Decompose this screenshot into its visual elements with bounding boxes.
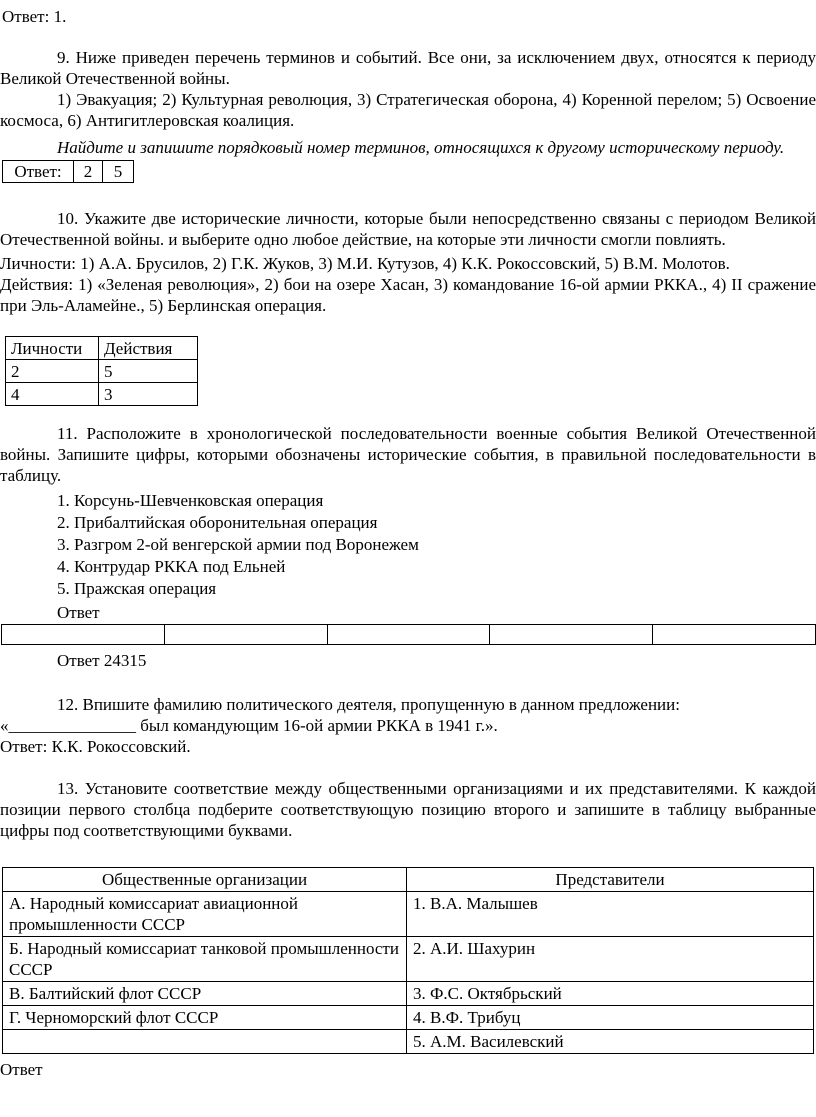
q10-cell: 2: [6, 360, 99, 383]
q13-table-header-row: [3, 868, 814, 892]
q13-organization-cell: Б. Народный комиссариат танковой промышленности СССР: [3, 937, 407, 982]
q10-cell: 5: [99, 360, 198, 383]
q12-answer-line: Ответ: К.К. Рокоссовский.: [0, 737, 191, 756]
q11-answer-cell: [327, 625, 490, 645]
q12-sentence-with-blank: «_______________ был командующим 16-ой армии РККА в 1941 г.».: [0, 716, 498, 735]
q11-list-item: 3. Разгром 2-ой венгерской армии под Воронежем: [57, 535, 419, 554]
q9-answer-value-cell: 5: [103, 161, 134, 183]
q13-table-row: [3, 892, 814, 937]
q13-organization-cell: Г. Черноморский флот СССР: [3, 1006, 407, 1030]
q13-table-row: [3, 937, 814, 982]
q13-table-row: [3, 982, 814, 1006]
q11-list-item: 4. Контрудар РККА под Ельней: [57, 557, 286, 576]
q10-cell: 3: [99, 383, 198, 406]
q11-answer-label: Ответ: [57, 603, 100, 622]
q13-representative-cell: 2. А.И. Шахурин: [407, 937, 814, 982]
q11-answer-value: Ответ 24315: [57, 651, 147, 670]
q9-answer-row: [3, 161, 134, 183]
q13-representative-cell: 5. А.М. Василевский: [407, 1030, 814, 1054]
q13-table-row: [3, 1030, 814, 1054]
q11-answer-cell: [653, 625, 816, 645]
q11-answer-cell: [2, 625, 165, 645]
q13-representative-cell: 3. Ф.С. Октябрьский: [407, 982, 814, 1006]
q9-answer-table: [2, 160, 134, 183]
q13-organization-cell: [3, 1030, 407, 1054]
q9-instruction-italic: Найдите и запишите порядковый номер терминов, относящихся к другому историческому периоду.: [57, 138, 785, 157]
q13-matching-table: [2, 867, 814, 1054]
q11-question-text: 11. Расположите в хронологической последовательности военные события Великой Отечественной войны. Запишите цифры, которыми обозначены исторические события, в правильной последовательности в таблицу.: [0, 424, 816, 485]
q13-representative-cell: 4. В.Ф. Трибуц: [407, 1006, 814, 1030]
q10-table-row: [6, 360, 198, 383]
q8-answer-line: Ответ: 1.: [2, 7, 67, 26]
q10-actions-list: Действия: 1) «Зеленая революция», 2) бои на озере Хасан, 3) командование 16-ой армии РККА., 4) II сражение при Эль-Аламейне., 5) Берлинская операция.: [0, 275, 816, 315]
q13-question-text: 13. Установите соответствие между общественными организациями и их представителями. К каждой позиции первого столбца подберите соответствующую позицию второго и запишите в таблицу выбранные цифры под соответствующими буквами.: [0, 779, 816, 840]
q9-terms-list: 1) Эвакуация; 2) Культурная революция, 3) Стратегическая оборона, 4) Коренной перелом; 5) Освоение космоса, 6) Антигитлеровская коалиция.: [0, 90, 816, 130]
q11-list-item: 2. Прибалтийская оборонительная операция: [57, 513, 378, 532]
q10-header-actions-cell: Действия: [99, 337, 198, 360]
q11-answer-cell: [164, 625, 327, 645]
q13-table-row: [3, 1006, 814, 1030]
q11-answer-cell: [490, 625, 653, 645]
q10-header-persons-cell: Личности: [6, 337, 99, 360]
q13-answer-label: Ответ: [0, 1060, 43, 1079]
q13-representative-cell: 1. В.А. Малышев: [407, 892, 814, 937]
q11-list-item: 5. Пражская операция: [57, 579, 217, 598]
q10-table-row: [6, 383, 198, 406]
q13-organization-cell: В. Балтийский флот СССР: [3, 982, 407, 1006]
q9-answer-label-cell: Ответ:: [3, 161, 74, 183]
q10-question-text: 10. Укажите две исторические личности, которые были непосредственно связаны с периодом Великой Отечественной войны. и выберите одно любое действие, на которые эти личности смогли повлиять.: [0, 209, 816, 249]
q10-cell: 4: [6, 383, 99, 406]
q11-events-list: [57, 490, 816, 600]
q13-header-organizations-cell: Общественные организации: [3, 868, 407, 892]
q11-answer-row: [2, 625, 816, 645]
q9-answer-value-cell: 2: [74, 161, 103, 183]
q9-question-text: 9. Ниже приведен перечень терминов и событий. Все они, за исключением двух, относятся к периоду Великой Отечественной войны.: [0, 48, 816, 88]
q13-organization-cell: А. Народный комиссариат авиационной промышленности СССР: [3, 892, 407, 937]
q11-answer-table: [1, 624, 816, 645]
q11-list-item: 1. Корсунь-Шевченковская операция: [57, 491, 324, 510]
q10-answer-table: [5, 336, 198, 406]
q10-table-header-row: [6, 337, 198, 360]
q12-question-text: 12. Впишите фамилию политического деятеля, пропущенную в данном предложении:: [57, 695, 680, 714]
q13-header-representatives-cell: Представители: [407, 868, 814, 892]
q10-persons-list: Личности: 1) А.А. Брусилов, 2) Г.К. Жуков, 3) М.И. Кутузов, 4) К.К. Рокоссовский, 5) В.М. Молотов.: [0, 254, 730, 273]
